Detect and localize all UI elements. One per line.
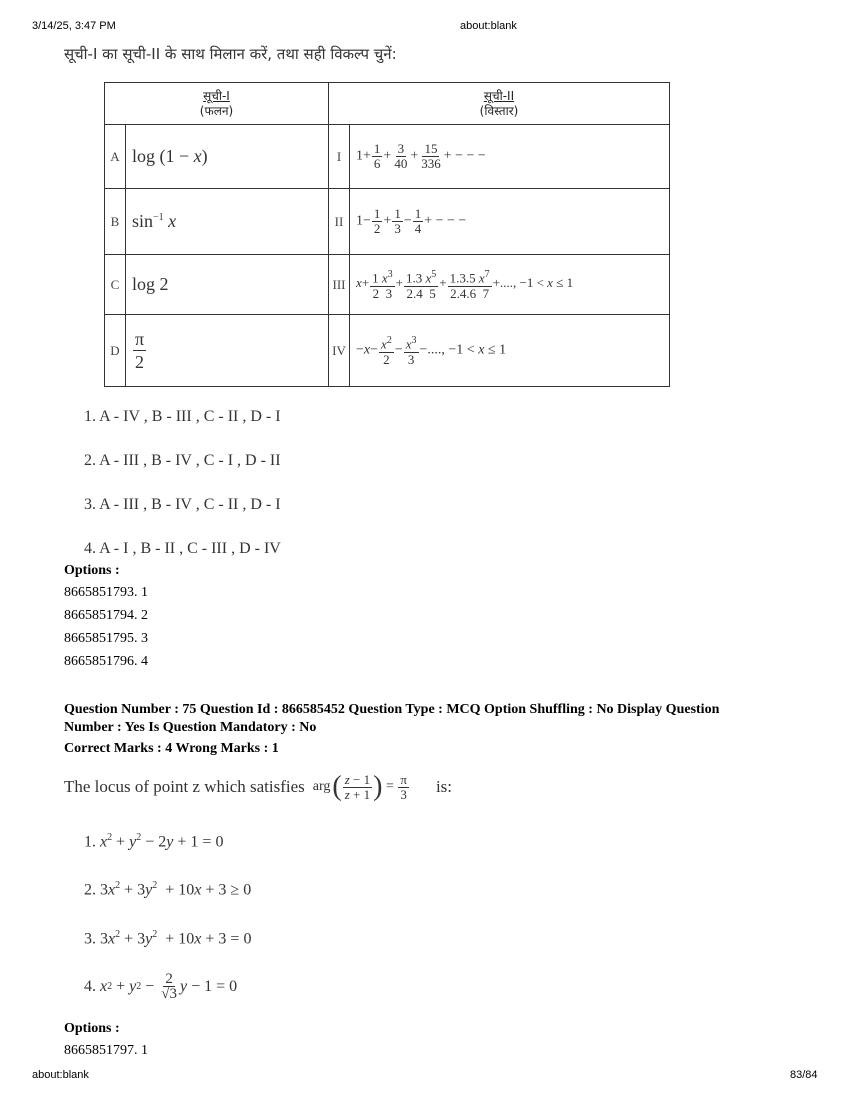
expansion-iii: x+ $\frac{1 x^3}{2 3}$ + $\frac{1.3 x^5}{2.4 5}$ + $\frac{1.3.5 x^7}{2.4.6 7}$ +...., −1 < x ≤ 1 <box>350 255 670 315</box>
choice-2: 2. $3x^2 + 3y^2 + 10x + 3 \ge 0$ <box>84 880 252 899</box>
table-row <box>105 315 670 387</box>
options-label: Options : <box>64 1021 120 1036</box>
print-datetime: 3/14/25, 3:47 PM <box>32 20 116 32</box>
row-roman: III <box>329 255 350 315</box>
options-label: Options : <box>64 563 120 578</box>
stem-text: The locus of point z which satisfies <box>64 777 305 796</box>
function-arcsin-x: $\sin^{-1} x$ <box>126 189 329 255</box>
choice-4: 4. x 2 + y 2 − 2 √3 y − 1 = 0 <box>84 971 238 1002</box>
footer-url: about:blank <box>32 1069 89 1081</box>
choice-3: 3. A - III , B - IV , C - II , D - I <box>84 496 281 513</box>
arg-expression: arg ( z − 1 z + 1 ) = π 3 <box>312 771 407 802</box>
row-label: C <box>105 255 126 315</box>
list1-header <box>105 83 329 125</box>
expansion-ii: 1− $\frac{1}{2}$ + $\frac{1}{3}$ − $\frac{1}{4}$ + − − − <box>350 189 670 255</box>
option-id: 8665851796. 4 <box>64 654 148 669</box>
option-id: 8665851793. 1 <box>64 585 148 600</box>
stem-suffix: is: <box>435 777 453 796</box>
print-url: about:blank <box>460 20 517 32</box>
question-stem <box>64 770 452 804</box>
list1-subtitle: (फलन) <box>199 103 234 118</box>
function-log-2: log 2 <box>126 255 329 315</box>
option-id: 8665851797. 1 <box>64 1043 148 1058</box>
option-id: 8665851794. 2 <box>64 608 148 623</box>
option-id: 8665851795. 3 <box>64 631 148 646</box>
table-row <box>105 255 670 315</box>
list2-header <box>329 83 670 125</box>
expansion-i: 1+ $\frac{1}{6}$ + $\frac{3}{40}$ + $\frac{15}{336}$ + − − − <box>350 125 670 189</box>
list1-title: सूची-I <box>203 88 230 103</box>
function-pi-over-2: $\frac{\pi}{2}$ <box>126 315 329 387</box>
row-roman: I <box>329 125 350 189</box>
table-row <box>105 125 670 189</box>
choice-1: 1. $x^2 + y^2 - 2y + 1 = 0$ <box>84 832 224 851</box>
list2-title: सूची-II <box>483 88 515 103</box>
function-log-one-minus-x: log (1 − x) <box>126 125 329 189</box>
row-roman: IV <box>329 315 350 387</box>
row-label: B <box>105 189 126 255</box>
choice-2: 2. A - III , B - IV , C - I , D - II <box>84 452 281 469</box>
question-meta: Question Number : 75 Question Id : 866585452 Question Type : MCQ Option Shuffling : No Display Question <box>64 702 720 717</box>
expansion-iv: −x− $\frac{x^2}{2}$ − $\frac{x^3}{3}$ −...., −1 < x ≤ 1 <box>350 315 670 387</box>
page-number: 83/84 <box>790 1069 818 1081</box>
question-marks: Correct Marks : 4 Wrong Marks : 1 <box>64 741 279 756</box>
choice-4: 4. A - I , B - II , C - III , D - IV <box>84 540 281 557</box>
question-instruction: सूची-I का सूची-II के साथ मिलान करें, तथा सही विकल्प चुनें: <box>64 45 397 63</box>
list2-subtitle: (विस्तार) <box>479 103 519 118</box>
choice-1: 1. A - IV , B - III , C - II , D - I <box>84 408 281 425</box>
match-table <box>104 82 670 387</box>
table-row <box>105 189 670 255</box>
row-label: A <box>105 125 126 189</box>
row-label: D <box>105 315 126 387</box>
row-roman: II <box>329 189 350 255</box>
choice-3: 3. $3x^2 + 3y^2 + 10x + 3 = 0$ <box>84 929 252 948</box>
question-meta-cont: Number : Yes Is Question Mandatory : No <box>64 720 317 735</box>
